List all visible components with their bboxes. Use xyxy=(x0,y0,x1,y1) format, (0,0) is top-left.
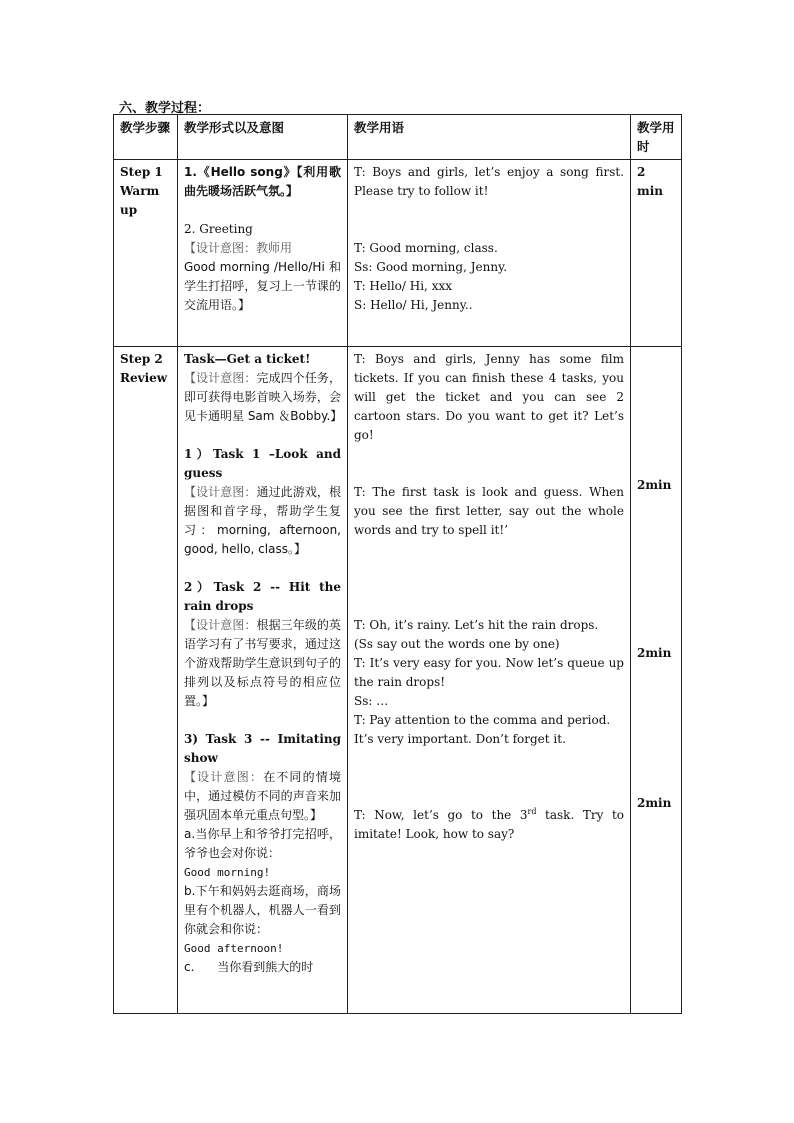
lang-line: Ss: Good morning, Jenny. xyxy=(354,260,508,274)
scenario-c: c. 当你看到熊大的时 xyxy=(184,960,314,974)
lang-cell xyxy=(348,347,631,1014)
lang-line: T: Hello/ Hi, xxx xyxy=(354,279,452,293)
task2-lang-line: (Ss say out the words one by one) xyxy=(354,637,560,651)
scenario-a: a.当你早上和爷爷打完招呼，爷爷也会对你说： xyxy=(184,827,341,860)
intent-text: 根据三年级的英语学习有了书写要求，通过这个游戏帮助学生意识到句子的排列以及标点符号的相应位置。】 xyxy=(184,618,341,708)
intent-label: 【设计意图： xyxy=(184,770,264,784)
task2-lang-line: T: Pay attention to the comma and period. xyxy=(354,713,611,727)
task-intent xyxy=(184,369,341,426)
hello-song-title: 1.《Hello song》【利用歌曲先暖场活跃气氛。】 xyxy=(184,165,341,198)
lang-line: S: Hello/ Hi, Jenny.. xyxy=(354,298,473,312)
task3-lang-post: task. Try to imitate! Look, how to say? xyxy=(354,808,624,841)
task3-time: 2min xyxy=(637,796,672,810)
teaching-process-table xyxy=(113,114,682,1014)
section-title: 六、教学过程： xyxy=(119,101,211,116)
header-step: 教学步骤 xyxy=(114,115,178,160)
intent-label: 【设计意图： xyxy=(184,371,257,385)
lang-cell xyxy=(348,160,631,347)
task-lang: T: Boys and girls, Jenny has some film tickets. If you can finish these 4 tasks, you will get the ticket and you can see 2 cartoon stars. Do you want to get it? Let’s go! xyxy=(354,352,624,442)
intent-text: 在不同的情境中，通过模仿不同的声音来加强巩固本单元重点句型。】 xyxy=(184,770,341,822)
intent-text: 通过此游戏，根据图和首字母，帮助学生复习：morning, afternoon, good, hello, class。】 xyxy=(184,485,341,556)
lang-line: T: Good morning, class. xyxy=(354,241,498,255)
scenario-a-phrase: Good morning! xyxy=(184,866,271,879)
header-form: 教学形式以及意图 xyxy=(178,115,348,160)
header-lang: 教学用语 xyxy=(348,115,631,160)
task1-intent xyxy=(184,483,341,559)
form-cell xyxy=(178,160,348,347)
task2-lang-line: It’s very important. Don’t forget it. xyxy=(354,732,566,746)
task2-lang-line: Ss: … xyxy=(354,694,389,708)
task1-lang: T: The first task is look and guess. When you see the first letter, say out the whole words and try to spell it!’ xyxy=(354,485,624,537)
scenario-b: b.下午和妈妈去逛商场，商场里有个机器人，机器人一看到你就会和你说： xyxy=(184,884,341,936)
time-cell: 2 min xyxy=(631,160,682,347)
task-title: Task—Get a ticket! xyxy=(184,352,311,366)
task3-lang xyxy=(354,806,624,844)
task3-lang-pre: T: Now, let’s go to the 3 xyxy=(354,808,528,822)
intent-text: 完成四个任务，即可获得电影首映入场券，会见卡通明星 Sam ＆Bobby.】 xyxy=(184,371,343,423)
task1-title: 1）Task 1 –Look and guess xyxy=(184,447,341,480)
task2-intent xyxy=(184,616,341,711)
form-cell xyxy=(178,347,348,1014)
task2-title: 2）Task 2 -- Hit the rain drops xyxy=(184,580,341,613)
intent-label: 【设计意图： xyxy=(184,485,257,499)
intent-label: 【设计意图： xyxy=(184,618,257,632)
task3-lang-sup: rd xyxy=(527,807,537,816)
intent-label: 【设计意图：教师用 xyxy=(184,241,293,255)
task3-title: 3) Task 3 -- Imitating show xyxy=(184,732,341,765)
time-cell xyxy=(631,347,682,1014)
table-header-row xyxy=(114,115,682,160)
scenario-b-phrase: Good afternoon! xyxy=(184,942,284,955)
step-cell: Step 1 Warm up xyxy=(114,160,178,347)
greeting-label: 2. Greeting xyxy=(184,222,253,236)
task3-intent xyxy=(184,768,341,825)
table-row-warmup xyxy=(114,160,682,347)
intent-text: Good morning /Hello/Hi 和学生打招呼，复习上一节课的交流用语。】 xyxy=(184,260,341,312)
table-row-review xyxy=(114,347,682,1014)
header-time: 教学用时 xyxy=(631,115,682,160)
lang-line: T: Boys and girls, let’s enjoy a song first. Please try to follow it! xyxy=(354,165,624,198)
task2-lang-line: T: It’s very easy for you. Now let’s queue up the rain drops! xyxy=(354,656,624,689)
step-cell: Step 2 Review xyxy=(114,347,178,1014)
task1-time: 2min xyxy=(637,478,672,492)
task2-time: 2min xyxy=(637,646,672,660)
task2-lang-line: T: Oh, it’s rainy. Let’s hit the rain drops. xyxy=(354,618,599,632)
